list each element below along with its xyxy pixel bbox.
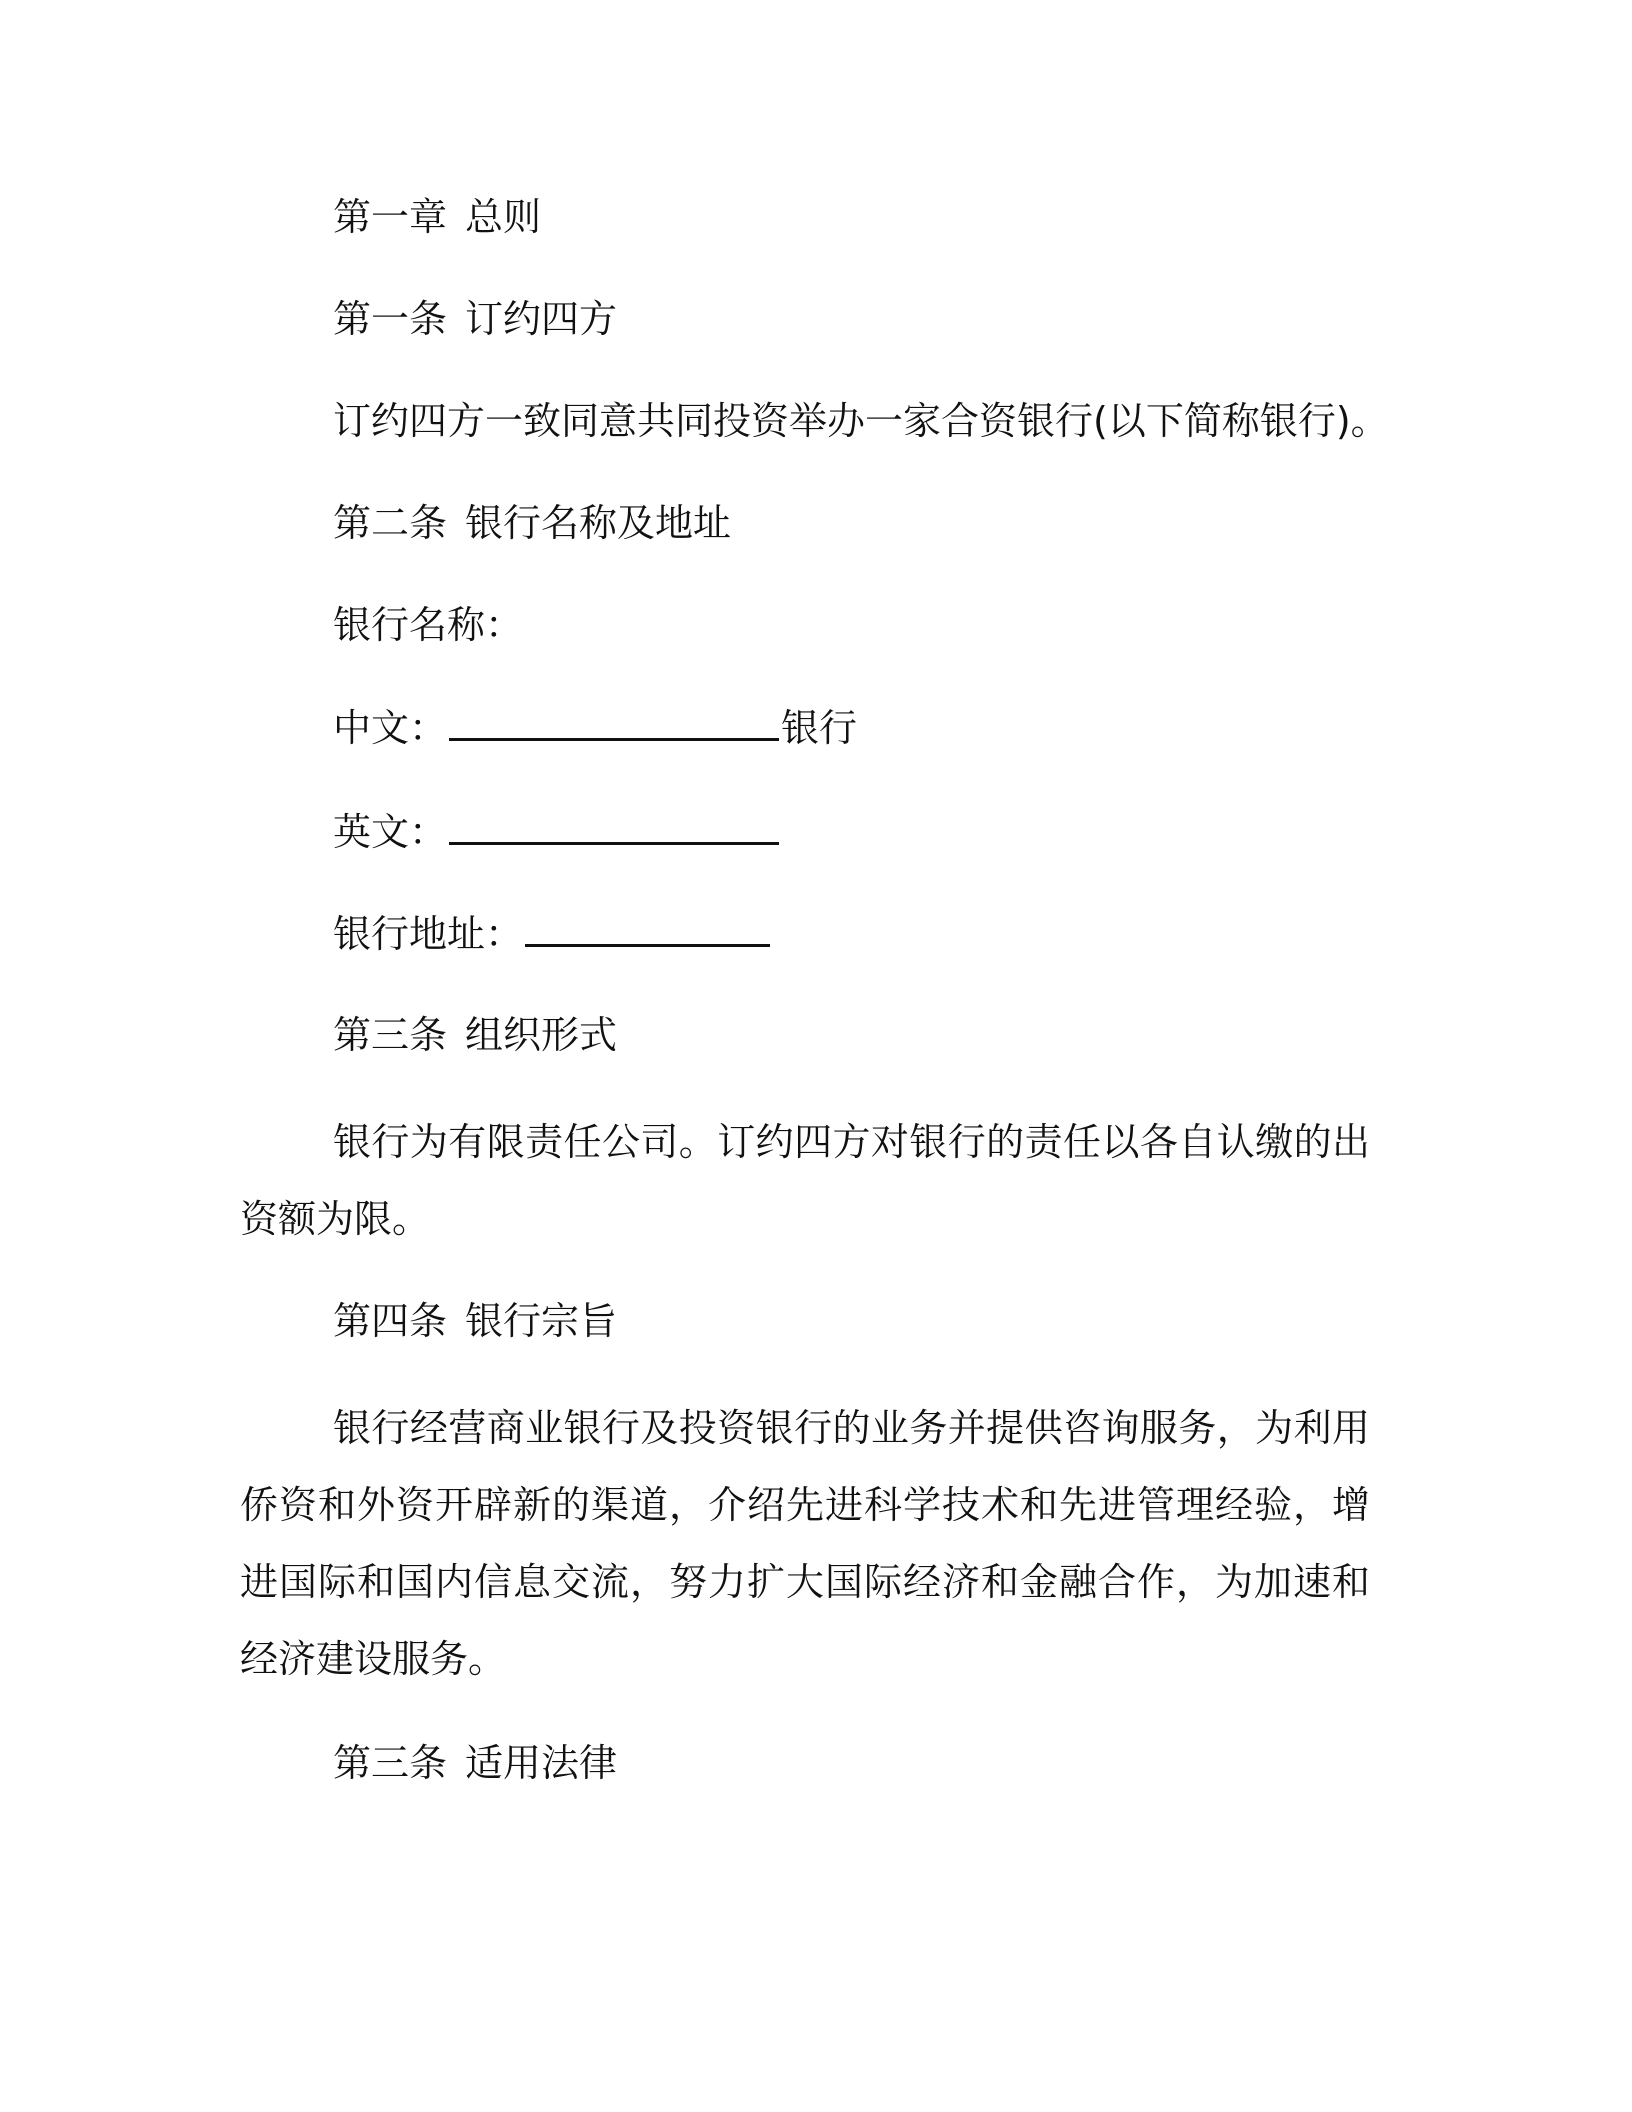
article-1-title: 订约四方 bbox=[465, 297, 618, 341]
bank-address-label: 银行地址： bbox=[333, 912, 524, 956]
article-2-heading bbox=[333, 498, 731, 548]
article-2-title: 银行名称及地址 bbox=[465, 501, 732, 545]
bank-name-label: 银行名称： bbox=[333, 603, 524, 647]
chinese-name-suffix: 银行 bbox=[781, 706, 858, 750]
article-3-title: 组织形式 bbox=[465, 1013, 618, 1057]
english-name-line bbox=[333, 806, 781, 857]
chapter-title: 总则 bbox=[465, 195, 542, 239]
chinese-name-blank bbox=[449, 702, 779, 741]
chapter-number: 第一章 bbox=[333, 195, 448, 239]
article-3-heading bbox=[333, 1010, 617, 1060]
article-5-title: 适用法律 bbox=[465, 1741, 618, 1785]
bank-address-line bbox=[333, 908, 772, 959]
article-4-body: 银行经营商业银行及投资银行的业务并提供咨询服务，为利用侨资和外资开辟新的渠道，介绍先进科学技术和先进管理经验，增进国际和国内信息交流，努力扩大国际经济和金融合作，为加速和经济建设服务。 bbox=[240, 1406, 1370, 1681]
article-5-heading bbox=[333, 1738, 617, 1788]
chinese-name-label: 中文： bbox=[333, 706, 448, 750]
english-name-label: 英文： bbox=[333, 810, 448, 854]
english-name-blank bbox=[449, 806, 779, 845]
article-1-heading bbox=[333, 294, 617, 344]
chapter-heading bbox=[333, 192, 541, 242]
article-5-number: 第三条 bbox=[333, 1741, 448, 1785]
bank-address-blank bbox=[525, 908, 770, 947]
article-2-number: 第二条 bbox=[333, 501, 448, 545]
chinese-name-line bbox=[333, 702, 857, 753]
article-4-number: 第四条 bbox=[333, 1299, 448, 1343]
article-4-heading bbox=[333, 1296, 617, 1346]
article-1-number: 第一条 bbox=[333, 297, 448, 341]
article-1-body: 订约四方一致同意共同投资举办一家合资银行(以下简称银行)。 bbox=[333, 399, 1389, 443]
article-3-number: 第三条 bbox=[333, 1013, 448, 1057]
article-3-body: 银行为有限责任公司。订约四方对银行的责任以各自认缴的出资额为限。 bbox=[240, 1120, 1370, 1241]
article-4-title: 银行宗旨 bbox=[465, 1299, 618, 1343]
